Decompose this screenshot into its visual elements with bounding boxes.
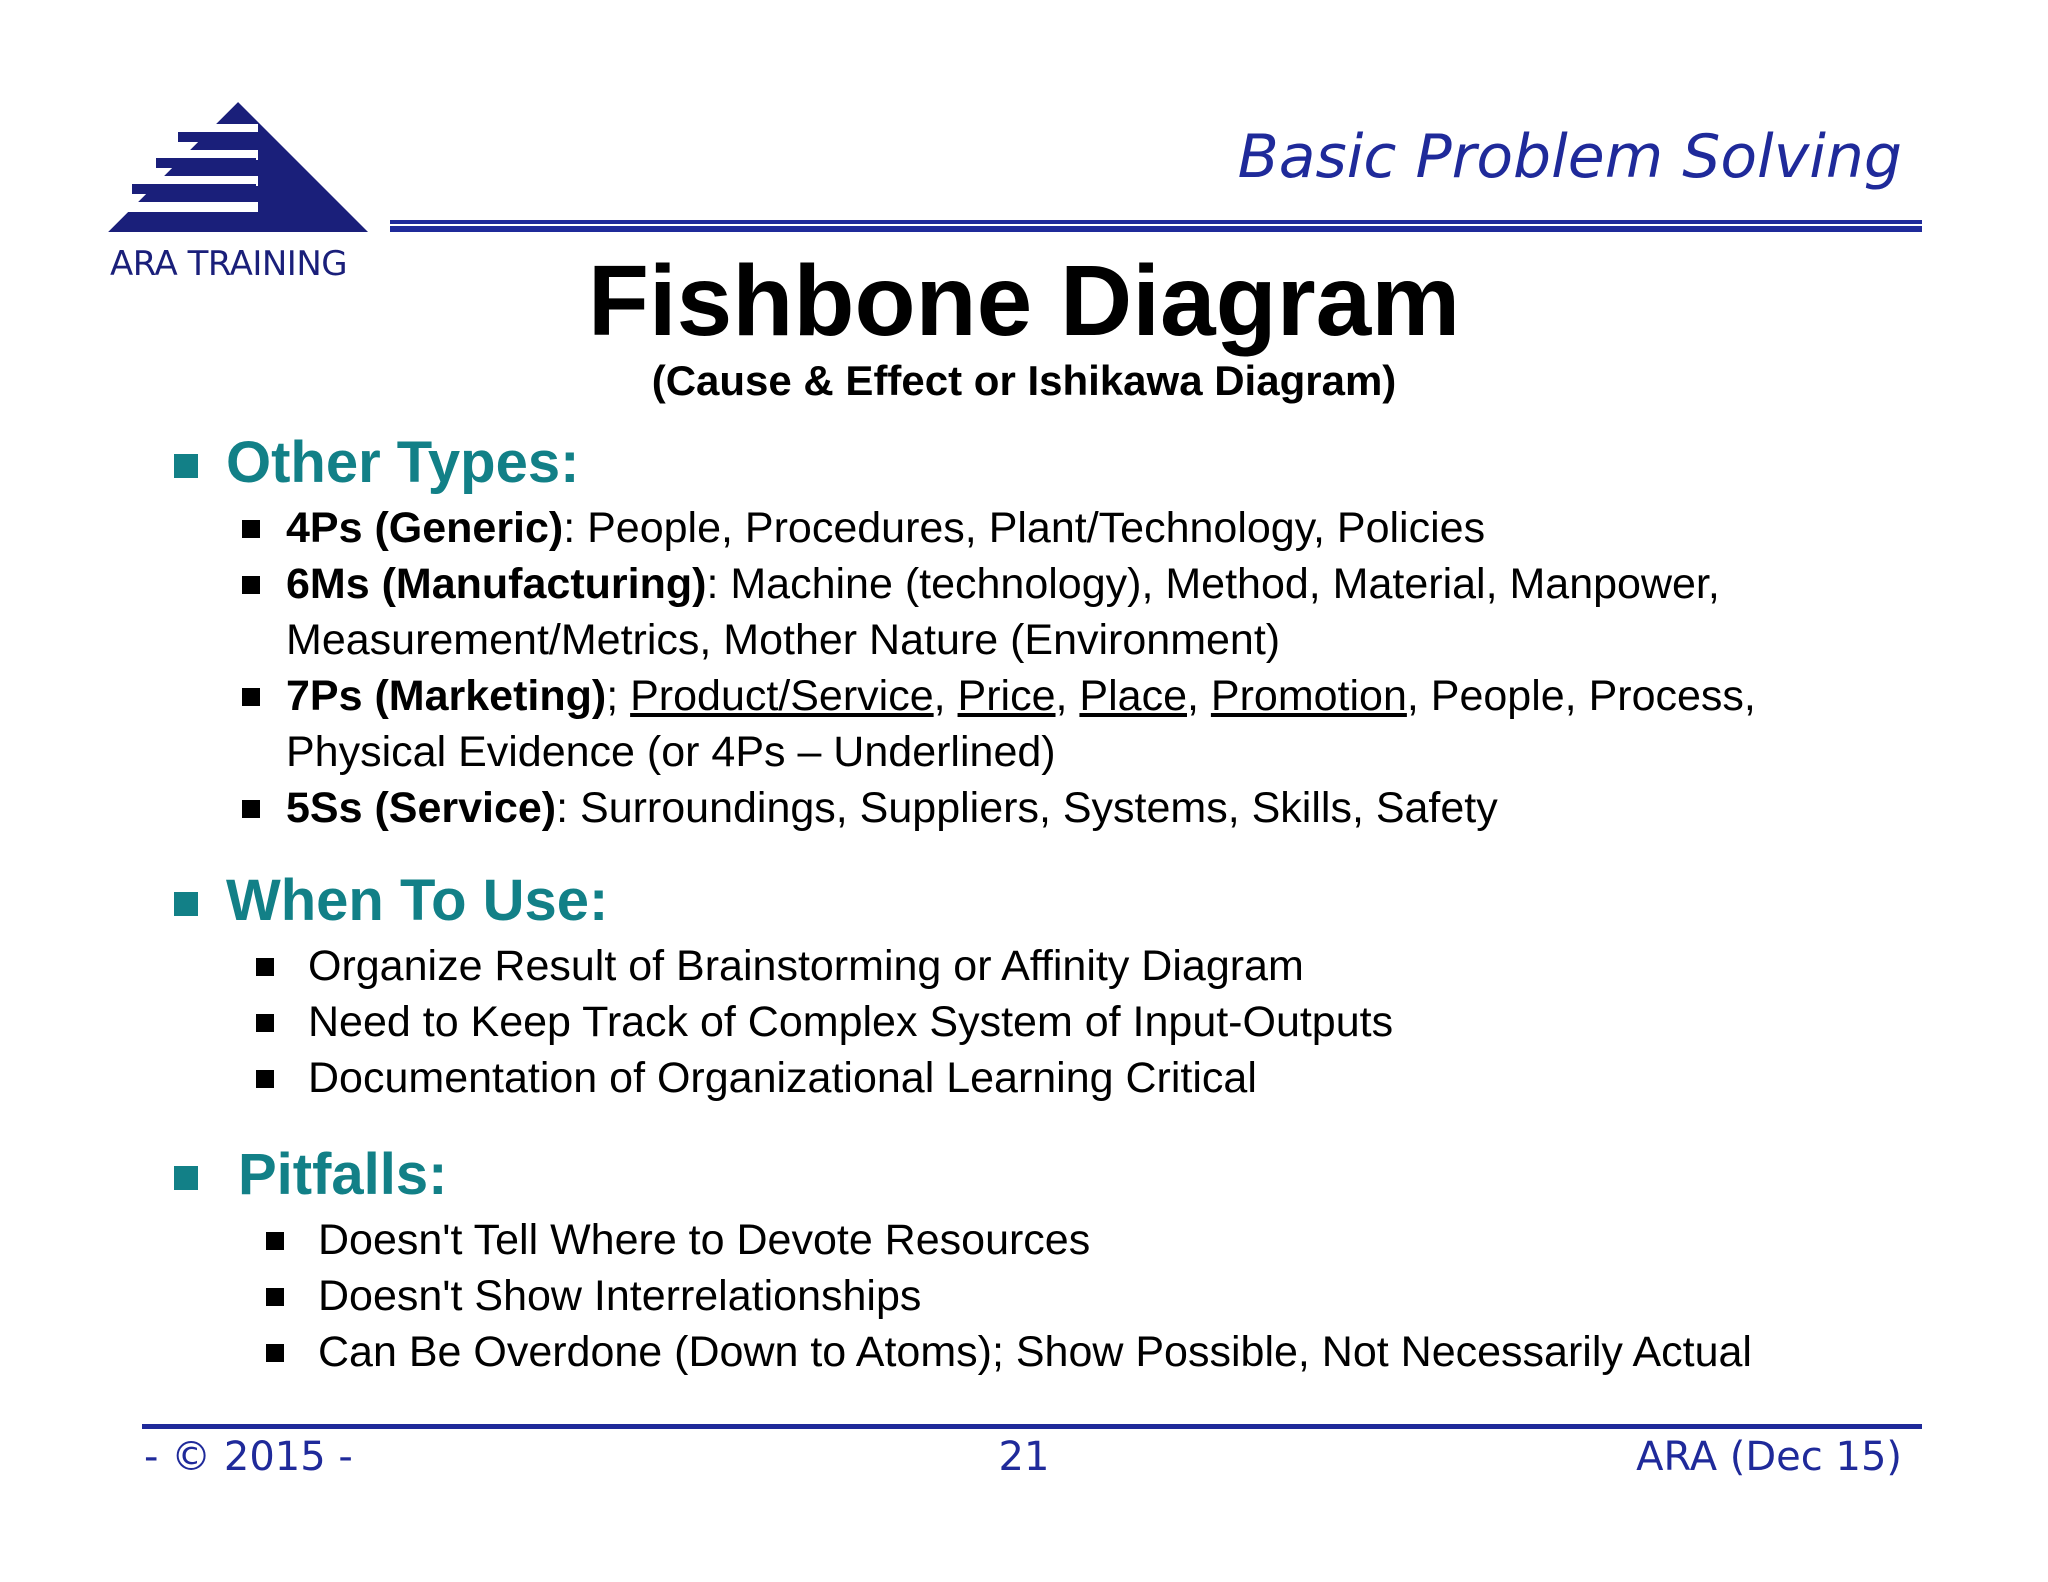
page-subtitle: (Cause & Effect or Ishikawa Diagram) bbox=[651, 357, 1397, 404]
footer-copyright: - © 2015 - bbox=[144, 1434, 353, 1480]
header-title: Basic Problem Solving bbox=[1237, 122, 1902, 192]
section-heading-pitfalls: Pitfalls: bbox=[238, 1142, 448, 1207]
footer-date: ARA (Dec 15) bbox=[1636, 1434, 1902, 1480]
item-text: : Surroundings, Suppliers, Systems, Skills, Safety bbox=[556, 784, 1498, 832]
header-rule bbox=[390, 220, 1922, 232]
list-item: Can Be Overdone (Down to Atoms); Show Possible, Not Necessarily Actual bbox=[318, 1328, 1752, 1376]
list-bullet bbox=[256, 1014, 274, 1032]
item-label: 6Ms (Manufacturing) bbox=[286, 560, 707, 608]
page-title: Fishbone Diagram bbox=[587, 245, 1461, 357]
section-bullet bbox=[174, 454, 198, 478]
list-bullet bbox=[266, 1288, 284, 1306]
underlined-term: Promotion bbox=[1210, 672, 1407, 720]
item-separator: , bbox=[933, 672, 958, 720]
list-item-continuation: Measurement/Metrics, Mother Nature (Environment) bbox=[286, 616, 1281, 664]
page-number: 21 bbox=[998, 1434, 1050, 1480]
list-bullet bbox=[242, 688, 260, 706]
list-bullet bbox=[256, 958, 274, 976]
list-item bbox=[286, 668, 1756, 724]
list-item bbox=[286, 556, 1720, 612]
list-item: Need to Keep Track of Complex System of Input-Outputs bbox=[308, 998, 1394, 1046]
list-item bbox=[286, 500, 1485, 556]
footer-rule bbox=[142, 1424, 1922, 1429]
item-label: 7Ps (Marketing) bbox=[286, 672, 607, 720]
list-bullet bbox=[256, 1070, 274, 1088]
item-label: 5Ss (Service) bbox=[286, 784, 557, 832]
list-bullet bbox=[242, 520, 260, 538]
underlined-term: Product/Service bbox=[630, 672, 934, 720]
section-bullet bbox=[174, 892, 198, 916]
list-item-continuation: Physical Evidence (or 4Ps – Underlined) bbox=[286, 728, 1056, 776]
list-item: Organize Result of Brainstorming or Affinity Diagram bbox=[308, 942, 1304, 990]
section-bullet bbox=[174, 1166, 198, 1190]
underlined-term: Place bbox=[1079, 672, 1187, 720]
item-separator: ; bbox=[606, 672, 631, 720]
underlined-term: Price bbox=[957, 672, 1056, 720]
list-bullet bbox=[242, 800, 260, 818]
section-heading-when-to-use: When To Use: bbox=[226, 868, 609, 933]
list-bullet bbox=[266, 1232, 284, 1250]
list-bullet bbox=[242, 576, 260, 594]
item-text: , People, Process, bbox=[1406, 672, 1756, 720]
section-heading-other-types: Other Types: bbox=[226, 430, 580, 495]
list-item: Documentation of Organizational Learning Critical bbox=[308, 1054, 1257, 1102]
list-bullet bbox=[266, 1344, 284, 1362]
list-item: Doesn't Tell Where to Devote Resources bbox=[318, 1216, 1091, 1264]
ara-training-logo-icon bbox=[108, 102, 368, 232]
item-separator: , bbox=[1187, 672, 1211, 720]
list-item bbox=[286, 780, 1498, 836]
logo-text: ARA TRAINING bbox=[110, 244, 348, 284]
list-item: Doesn't Show Interrelationships bbox=[318, 1272, 922, 1320]
item-separator: , bbox=[1055, 672, 1080, 720]
item-label: 4Ps (Generic) bbox=[286, 504, 564, 552]
item-text: : People, Procedures, Plant/Technology, Policies bbox=[563, 504, 1486, 552]
item-text: : Machine (technology), Method, Material, Manpower, bbox=[706, 560, 1720, 608]
